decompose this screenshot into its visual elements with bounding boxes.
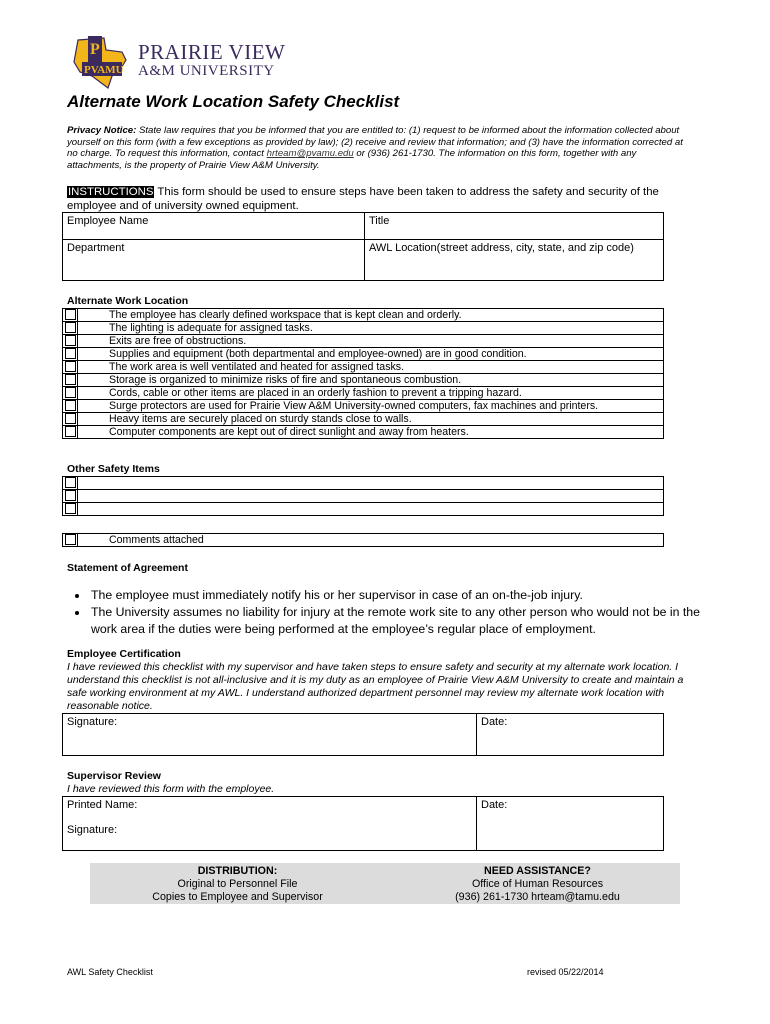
assistance-column xyxy=(430,865,645,904)
checkbox[interactable] xyxy=(63,477,78,490)
instructions xyxy=(67,186,692,213)
employee-certification-text: I have reviewed this checklist with my supervisor and have taken steps to ensure safety and security at my alternate work location. I understand this checklist is not all-inclusive and it is my duty as an employee of Prairie View A&M University to create and maintain a safe working environment at my AWL. I understand authorized department personnel may review my alternate work location with reasonable notice. xyxy=(67,661,684,712)
checklist-item: Heavy items are securely placed on sturdy stands close to walls. xyxy=(78,413,664,426)
assistance-line: (936) 261-1730 hrteam@tamu.edu xyxy=(455,891,620,903)
footer-revision-date: revised 05/22/2014 xyxy=(527,967,604,977)
supervisor-date-field[interactable] xyxy=(477,797,664,851)
page-title: Alternate Work Location Safety Checklist xyxy=(67,92,400,111)
supervisor-name-signature-field[interactable] xyxy=(63,797,477,851)
other-safety-checklist xyxy=(62,476,664,516)
checklist-row xyxy=(63,490,664,503)
instructions-text: This form should be used to ensure steps have been taken to address the safety and security of the employee and of university owned equipment. xyxy=(67,186,659,212)
checkbox-icon xyxy=(65,477,76,488)
checklist-row xyxy=(63,477,664,490)
checklist-row xyxy=(63,503,664,516)
supervisor-date-label: Date: xyxy=(481,799,508,811)
checkbox-icon xyxy=(65,387,76,398)
employee-name-label: Employee Name xyxy=(67,215,149,227)
distribution-heading: DISTRIBUTION: xyxy=(197,865,278,877)
awl-location-field[interactable] xyxy=(365,240,664,281)
checkbox[interactable] xyxy=(63,534,78,547)
comments-attached-label: Comments attached xyxy=(78,534,664,547)
privacy-text-2: or (936) 261-1730. The information on this form, together with any attachments, is the property of Prairie View A&M University. xyxy=(67,148,637,171)
university-name: PRAIRIE VIEW xyxy=(138,40,286,64)
checkbox-icon xyxy=(65,335,76,346)
checklist-row xyxy=(63,400,664,413)
other-item-field[interactable] xyxy=(78,503,664,516)
checkbox-icon xyxy=(65,426,76,437)
checklist-row xyxy=(63,335,664,348)
employee-info-table xyxy=(62,212,664,281)
checkbox-icon xyxy=(65,309,76,320)
employee-date-label: Date: xyxy=(481,716,508,728)
privacy-email-link[interactable]: hrteam@pvamu.edu xyxy=(266,148,354,160)
checkbox-icon xyxy=(65,503,76,514)
checklist-item: Cords, cable or other items are placed in an orderly fashion to prevent a tripping hazard. xyxy=(78,387,664,400)
employee-signature-label: Signature: xyxy=(67,716,118,728)
checklist-item: Storage is organized to minimize risks of fire and spontaneous combustion. xyxy=(78,374,664,387)
footer-form-name: AWL Safety Checklist xyxy=(67,967,153,977)
checkbox[interactable] xyxy=(63,400,78,413)
privacy-notice xyxy=(67,125,692,171)
checkbox-icon xyxy=(65,490,76,501)
checklist-row xyxy=(63,413,664,426)
checkbox[interactable] xyxy=(63,322,78,335)
university-subtitle: A&M UNIVERSITY xyxy=(138,63,275,79)
checkbox[interactable] xyxy=(63,335,78,348)
checklist-item: The work area is well ventilated and heated for assigned tasks. xyxy=(78,361,664,374)
checkbox[interactable] xyxy=(63,348,78,361)
instructions-label: INSTRUCTIONS xyxy=(68,186,154,198)
checkbox-icon xyxy=(65,534,76,545)
employee-signature-table xyxy=(62,713,664,756)
checkbox[interactable] xyxy=(63,309,78,322)
statement-of-agreement-heading: Statement of Agreement xyxy=(67,562,188,574)
agreement-list xyxy=(67,587,729,638)
checklist-row xyxy=(63,322,664,335)
checklist-item: Surge protectors are used for Prairie View A&M University-owned computers, fax machines and printers. xyxy=(78,400,664,413)
checkbox-icon xyxy=(65,361,76,372)
checklist-item: The lighting is adequate for assigned tasks. xyxy=(78,322,664,335)
checklist-item: Supplies and equipment (both departmental and employee-owned) are in good condition. xyxy=(78,348,664,361)
supervisor-review-heading: Supervisor Review xyxy=(67,770,161,782)
checkbox[interactable] xyxy=(63,490,78,503)
checklist-row xyxy=(63,534,664,547)
checkbox[interactable] xyxy=(63,374,78,387)
employee-signature-field[interactable] xyxy=(63,714,477,756)
checkbox[interactable] xyxy=(63,413,78,426)
privacy-text-1: State law requires that you be informed that you are entitled to: (1) request to be informed about the information collected about yourself on this form (with a few exceptions as provided by law); (2) receive and review that information; and (3) have the information corrected at no charge. To request this information, contact xyxy=(67,125,683,160)
privacy-label: Privacy Notice: xyxy=(67,125,137,136)
checkbox-icon xyxy=(65,348,76,359)
checklist-row xyxy=(63,426,664,439)
university-logo xyxy=(70,32,286,94)
distribution-line: Original to Personnel File xyxy=(177,878,298,890)
other-item-field[interactable] xyxy=(78,490,664,503)
distribution-box xyxy=(90,863,680,904)
title-field[interactable] xyxy=(365,213,664,240)
comments-attached-row xyxy=(62,533,664,547)
assistance-line: Office of Human Resources xyxy=(471,878,604,890)
svg-text:PVAMU: PVAMU xyxy=(84,64,124,76)
employee-name-field[interactable] xyxy=(63,213,365,240)
supervisor-signature-table xyxy=(62,796,664,851)
svg-text:P: P xyxy=(90,41,100,58)
checkbox[interactable] xyxy=(63,426,78,439)
agreement-item: • The employee must immediately notify his or her supervisor in case of an on-the-job injury. xyxy=(89,587,729,604)
assistance-heading: NEED ASSISTANCE? xyxy=(484,865,591,877)
checkbox-icon xyxy=(65,322,76,333)
checkbox-icon xyxy=(65,374,76,385)
alternate-work-location-checklist xyxy=(62,308,664,439)
checkbox[interactable] xyxy=(63,503,78,516)
pvamu-logo-icon xyxy=(70,32,130,94)
checklist-item: Exits are free of obstructions. xyxy=(78,335,664,348)
printed-name-label: Printed Name: xyxy=(67,799,138,811)
alternate-work-location-heading: Alternate Work Location xyxy=(67,295,189,307)
other-item-field[interactable] xyxy=(78,477,664,490)
checkbox[interactable] xyxy=(63,361,78,374)
supervisor-signature-label: Signature: xyxy=(67,824,118,836)
supervisor-review-text: I have reviewed this form with the employee. xyxy=(67,783,275,795)
distribution-line: Copies to Employee and Supervisor xyxy=(152,891,323,903)
distribution-column xyxy=(135,865,340,904)
checklist-row xyxy=(63,348,664,361)
checklist-row xyxy=(63,309,664,322)
checklist-row xyxy=(63,387,664,400)
awl-location-label: AWL Location(street address, city, state, and zip code) xyxy=(369,242,634,254)
agreement-item: • The University assumes no liability for injury at the remote work site to any other person who would not be in the work area if the duties were being performed at the employee’s regular place of employment. xyxy=(89,604,729,638)
checklist-item: Computer components are kept out of direct sunlight and away from heaters. xyxy=(78,426,664,439)
department-field[interactable] xyxy=(63,240,365,281)
checkbox-icon xyxy=(65,413,76,424)
employee-certification-heading: Employee Certification xyxy=(67,648,181,660)
other-safety-items-heading: Other Safety Items xyxy=(67,463,160,475)
checklist-row xyxy=(63,374,664,387)
checkbox-icon xyxy=(65,400,76,411)
checkbox[interactable] xyxy=(63,387,78,400)
employee-date-field[interactable] xyxy=(477,714,664,756)
checklist-row xyxy=(63,361,664,374)
checklist-item: The employee has clearly defined workspace that is kept clean and orderly. xyxy=(78,309,664,322)
department-label: Department xyxy=(67,242,125,254)
title-label: Title xyxy=(369,215,390,227)
